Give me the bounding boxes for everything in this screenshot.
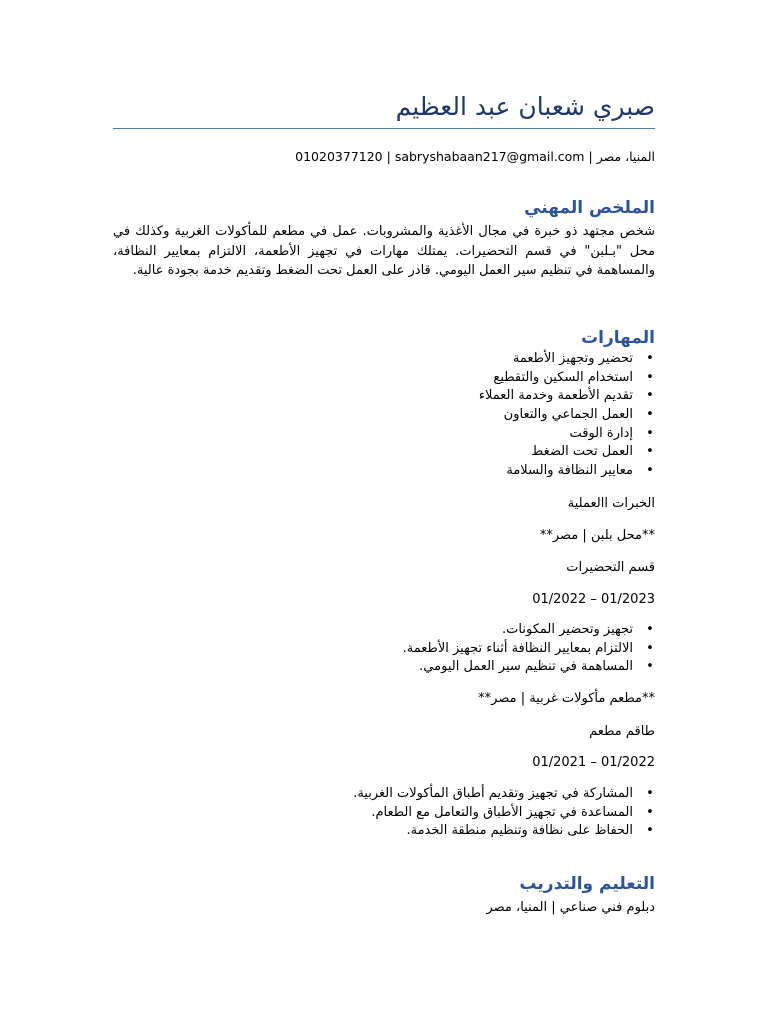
list-item: • تحضير وتجهيز الأطعمة	[479, 350, 633, 369]
job-role: قسم التحضيرات	[566, 560, 655, 575]
job-dates: 01/2022 – 01/2023	[532, 592, 655, 607]
list-item: • تجهيز وتحضير المكونات.	[403, 621, 633, 640]
job-role: طاقم مطعم	[589, 724, 655, 739]
contact-separator: |	[588, 149, 593, 164]
contact-email[interactable]: sabryshabaan217@gmail.com	[394, 149, 585, 164]
header-divider	[113, 128, 655, 129]
contact-line	[295, 149, 655, 164]
job-dates: 01/2021 – 01/2022	[532, 755, 655, 770]
job-place: **مطعم مأكولات غربية | مصر**	[478, 691, 655, 706]
list-item: • المساعدة في تجهيز الأطباق والتعامل مع الطعام.	[353, 804, 633, 823]
job-tasks	[353, 785, 655, 841]
candidate-name: صبري شعبان عبد العظيم	[395, 92, 655, 121]
skills-list	[479, 350, 655, 481]
list-item: • معايير النظافة والسلامة	[479, 462, 633, 481]
summary-text: شخص مجتهد ذو خبرة في مجال الأغذية والمشروبات. عمل في مطعم للمأكولات الغربية وكذلك في محل "بـلبن" في قسم التحضيرات. يمتلك مهارات في تجهيز الأطعمة، الالتزام بمعايير النظافة، والمساهمة في تنظيم سير العمل اليومي. قادر على العمل تحت الضغط وتقديم خدمة بجودة عالية.	[113, 224, 655, 278]
skills-heading: المهارات	[581, 328, 655, 348]
resume-page	[113, 0, 655, 1024]
contact-location: المنيا، مصر	[596, 149, 655, 164]
contact-phone[interactable]: 01020377120	[295, 149, 383, 164]
list-item: • العمل الجماعي والتعاون	[479, 406, 633, 425]
job-place: **محل بلبن | مصر**	[539, 528, 655, 543]
list-item: • الحفاظ على نظافة وتنظيم منطقة الخدمة.	[353, 822, 633, 841]
list-item: • استخدام السكين والتقطيع	[479, 369, 633, 388]
list-item: • المشاركة في تجهيز وتقديم أطباق المأكولات الغربية.	[353, 785, 633, 804]
list-item: • تقديم الأطعمة وخدمة العملاء	[479, 387, 633, 406]
education-heading: التعليم والتدريب	[519, 874, 655, 894]
summary-heading: الملخص المهني	[524, 198, 655, 218]
experience-heading: الخبرات االعملية	[567, 496, 655, 511]
list-item: • العمل تحت الضغط	[479, 443, 633, 462]
education-item: دبلوم فني صناعي | المنيا، مصر	[486, 900, 655, 915]
contact-separator: |	[386, 149, 391, 164]
list-item: • الالتزام بمعايير النظافة أثناء تجهيز الأطعمة.	[403, 640, 633, 659]
list-item: • المساهمة في تنظيم سير العمل اليومي.	[403, 658, 633, 677]
list-item: • إدارة الوقت	[479, 425, 633, 444]
job-tasks	[403, 621, 655, 677]
